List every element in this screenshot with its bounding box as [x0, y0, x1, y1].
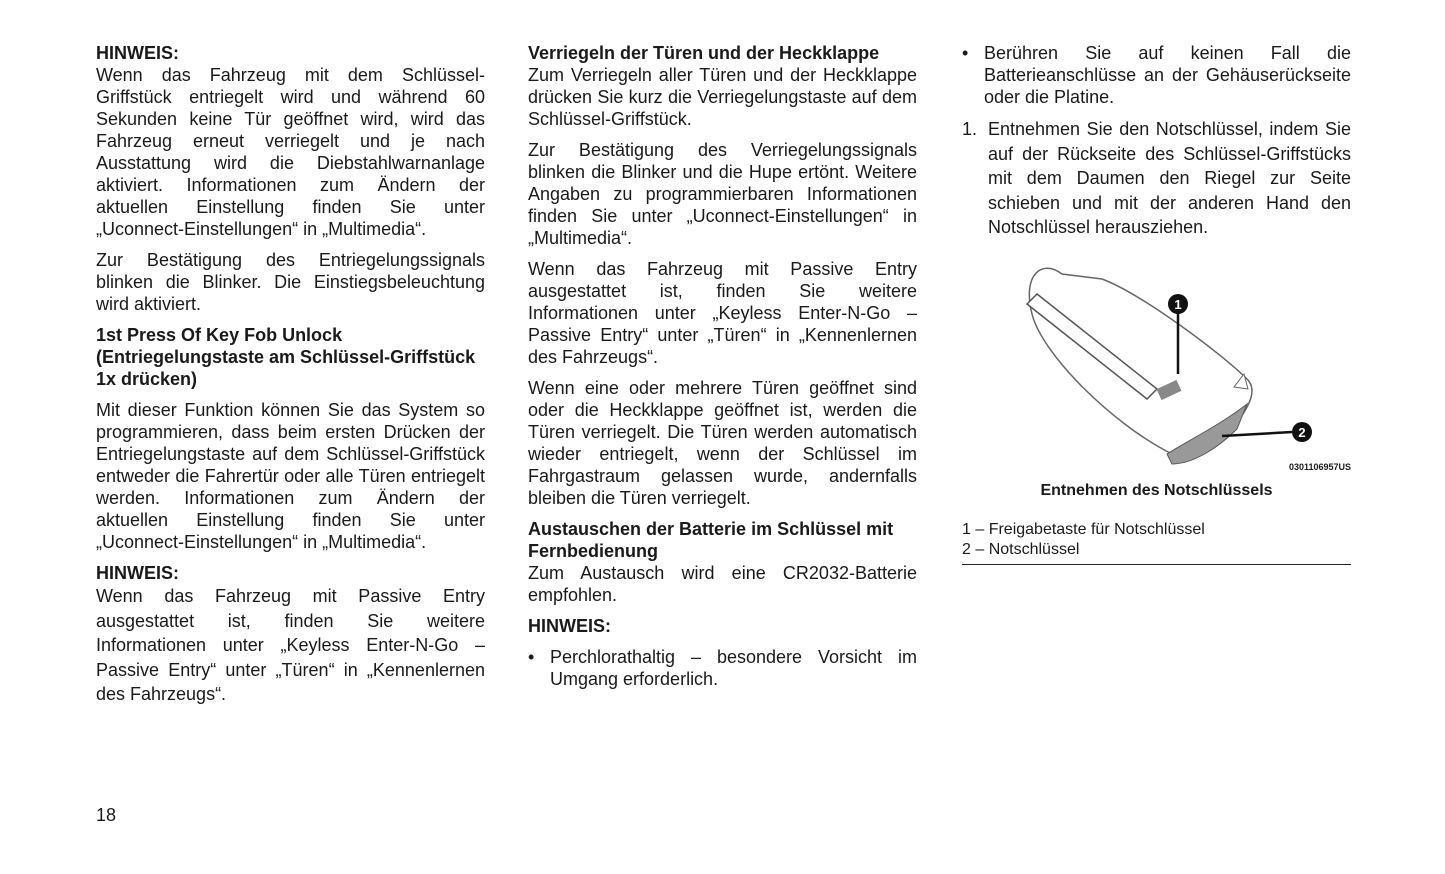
divider — [962, 564, 1351, 565]
list-item — [962, 42, 1351, 108]
paragraph: Wenn das Fahrzeug mit dem Schlüssel-Griffstück entriegelt wird und während 60 Sekunden keine Tür geöffnet wird, wird das Fahrzeug erneut verriegelt und je nach Ausstattung wird die Diebstahlwarnanlage aktiviert. Informationen zum Ändern der aktuellen Einstellung finden Sie unter „Uconnect-Einstellungen“ in „Multimedia“. — [96, 65, 485, 239]
column-left — [96, 42, 485, 716]
paragraph: Zum Verriegeln aller Türen und der Heckklappe drücken Sie kurz die Verriegelungstaste auf dem Schlüssel-Griffstück. — [528, 65, 917, 129]
svg-text:2: 2 — [1298, 424, 1306, 440]
key-fob-illustration — [962, 254, 1351, 474]
note-heading: HINWEIS: — [528, 616, 611, 636]
paragraph: Zur Bestätigung des Entriegelungssignals blinken die Blinker. Die Einstiegsbeleuchtung wird aktiviert. — [96, 250, 485, 314]
step-item — [962, 117, 1351, 240]
step-number: 1. — [962, 119, 978, 139]
paragraph: Wenn das Fahrzeug mit Passive Entry ausgestattet ist, finden Sie weitere Informationen unter „Keyless Enter-N-Go – Passive Entry“ unter „Türen“ in „Kennenlernen des Fahrzeugs“. — [96, 586, 485, 704]
column-right — [962, 42, 1351, 565]
section-heading: Verriegeln der Türen und der Heckklappe — [528, 43, 880, 63]
paragraph: Zum Austausch wird eine CR2032-Batterie empfohlen. — [528, 563, 917, 605]
note-heading: HINWEIS: — [96, 563, 179, 583]
list-item — [528, 646, 917, 690]
paragraph: Wenn eine oder mehrere Türen geöffnet sind oder die Heckklappe geöffnet ist, werden die Türen verriegelt. Die Türen werden automatisch wieder entriegelt, wenn der Schlüssel im Fahrgastraum gelassen wurde, andernfalls bleiben die Türen verriegelt. — [528, 378, 917, 508]
section-heading: Austauschen der Batterie im Schlüssel mit Fernbedienung — [528, 519, 894, 561]
paragraph: Mit dieser Funktion können Sie das System so programmieren, dass beim ersten Drücken der Entriegelungstaste auf dem Schlüssel-Griffstück entweder die Fahrertür oder alle Türen entriegelt werden. Informationen zum Ändern der aktuellen Einstellung finden Sie unter „Uconnect-Einstellungen“ in „Multimedia“. — [96, 400, 485, 552]
list-item-text: Berühren Sie auf keinen Fall die Batterieanschlüsse an der Gehäuserückseite oder die Platine. — [984, 43, 1351, 107]
list-item-text: Perchlorathaltig – besondere Vorsicht im Umgang erforderlich. — [550, 647, 917, 689]
page-number: 18 — [96, 805, 117, 825]
legend-item: 2 – Notschlüssel — [962, 540, 1080, 558]
column-middle — [528, 42, 917, 699]
legend-item: 1 – Freigabetaste für Notschlüssel — [962, 520, 1205, 538]
figure-code: 0301106957US — [1288, 461, 1351, 472]
step-text: Entnehmen Sie den Notschlüssel, indem Sie auf der Rückseite des Schlüssel-Griffstücks mit dem Daumen den Riegel zur Seite schieben und mit der anderen Hand den Notschlüssel herausziehen. — [988, 119, 1351, 237]
note-heading: HINWEIS: — [96, 43, 179, 63]
figure-caption: Entnehmen des Notschlüssels — [1040, 481, 1273, 499]
svg-text:1: 1 — [1174, 296, 1182, 312]
key-fob-figure — [962, 254, 1351, 474]
paragraph: Wenn das Fahrzeug mit Passive Entry ausgestattet ist, finden Sie weitere Informationen unter „Keyless Enter-N-Go – Passive Entry“ unter „Türen“ in „Kennenlernen des Fahrzeugs“. — [528, 259, 917, 367]
bullet-icon: • — [962, 43, 969, 63]
section-heading: 1st Press Of Key Fob Unlock (Entriegelungstaste am Schlüssel-Griffstück 1x drücken) — [96, 325, 476, 389]
paragraph: Zur Bestätigung des Verriegelungssignals blinken die Blinker und die Hupe ertönt. Weitere Angaben zu programmierbaren Informationen finden Sie unter „Uconnect-Einstellungen“ in „Multimedia“. — [528, 140, 917, 248]
bullet-icon: • — [528, 647, 535, 667]
